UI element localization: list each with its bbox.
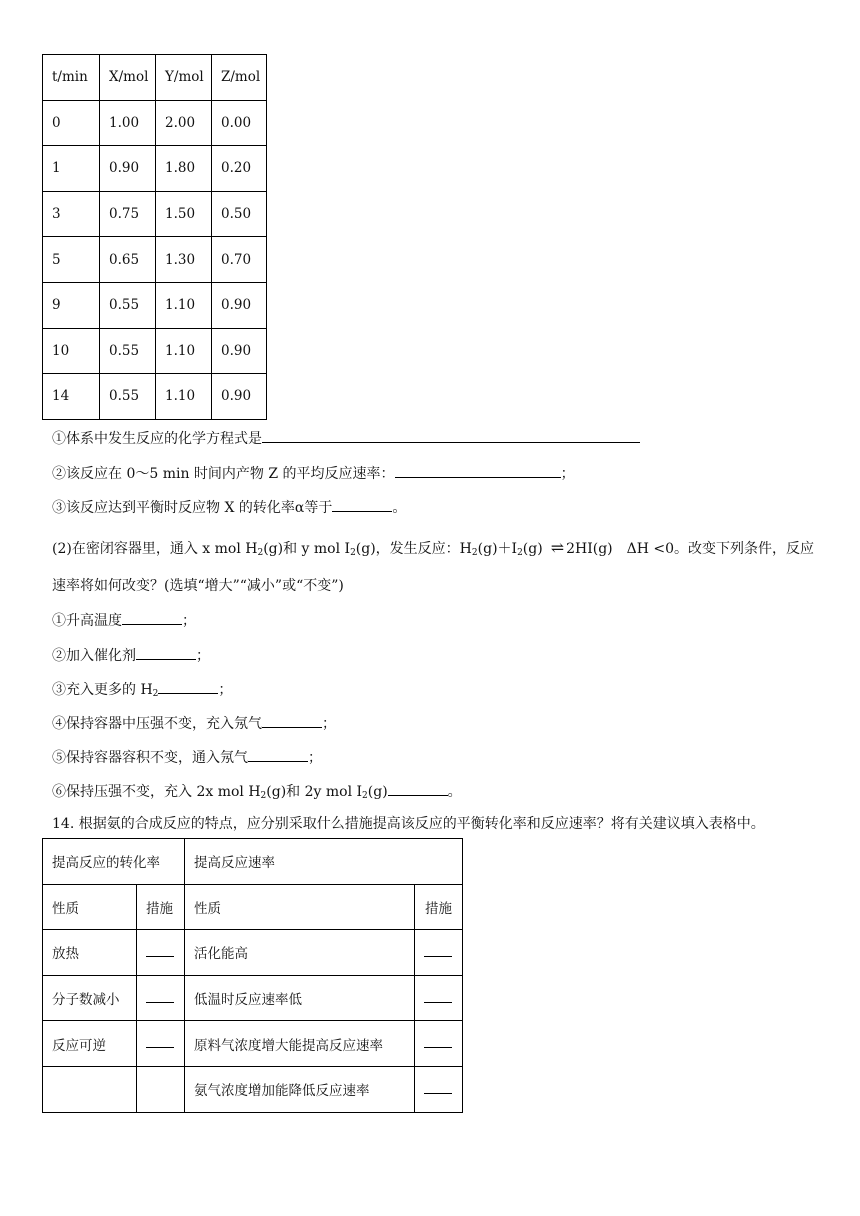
subscript: 2 bbox=[517, 548, 523, 558]
table-row bbox=[43, 374, 267, 420]
punctuation: ； bbox=[560, 466, 575, 482]
subscript: 2 bbox=[257, 548, 264, 558]
table-cell: 0.90 bbox=[100, 146, 156, 192]
question-text: (g)，发生反应：H bbox=[355, 541, 472, 557]
answer-blank[interactable] bbox=[424, 1081, 452, 1094]
question-text: (2)在密闭容器里，通入 x mol H bbox=[52, 541, 258, 557]
table-cell: 活化能高 bbox=[185, 930, 415, 976]
table-cell: 0.70 bbox=[212, 237, 267, 283]
answer-cell[interactable] bbox=[415, 930, 463, 976]
table-cell: 0.90 bbox=[212, 328, 267, 374]
question-2-line-2 bbox=[52, 575, 344, 595]
table-cell: 低温时反应速率低 bbox=[185, 975, 415, 1021]
header-cell: X/mol bbox=[100, 55, 156, 101]
empty-cell bbox=[137, 1066, 185, 1112]
condition-6 bbox=[52, 781, 462, 801]
header-cell: 措施 bbox=[137, 884, 185, 930]
question-14 bbox=[52, 813, 765, 833]
answer-cell[interactable] bbox=[415, 975, 463, 1021]
subscript: 2 bbox=[350, 548, 356, 558]
table-cell: 1.10 bbox=[156, 374, 212, 420]
condition-text: ③充入更多的 H bbox=[52, 682, 153, 698]
answer-blank[interactable] bbox=[262, 428, 640, 443]
table-cell: 0.55 bbox=[100, 282, 156, 328]
table-cell: 放热 bbox=[43, 930, 137, 976]
header-cell: 提高反应速率 bbox=[185, 839, 463, 885]
question-text: (g)和 y mol I bbox=[263, 541, 351, 557]
answer-blank[interactable] bbox=[395, 463, 561, 478]
table-row bbox=[43, 328, 267, 374]
punctuation: ； bbox=[182, 613, 196, 629]
table-cell: 2.00 bbox=[156, 100, 212, 146]
header-cell: 性质 bbox=[185, 884, 415, 930]
answer-blank[interactable] bbox=[248, 747, 308, 762]
answer-blank[interactable] bbox=[158, 679, 218, 694]
equilibrium-arrow-icon: ⇌ bbox=[550, 538, 565, 557]
header-cell: Y/mol bbox=[156, 55, 212, 101]
table-cell: 5 bbox=[43, 237, 100, 283]
question-2-intro bbox=[52, 538, 814, 558]
condition-text: ②加入催化剂 bbox=[52, 648, 136, 664]
table-cell: 9 bbox=[43, 282, 100, 328]
table-subheader-row bbox=[43, 884, 463, 930]
condition-text: (g)和 2y mol I bbox=[266, 784, 363, 800]
condition-4 bbox=[52, 713, 336, 733]
table-cell: 0.75 bbox=[100, 191, 156, 237]
table-row bbox=[43, 1021, 463, 1067]
punctuation: 。 bbox=[392, 500, 407, 516]
question-line-1 bbox=[52, 428, 640, 448]
condition-text: ⑤保持容器容积不变，通入氖气 bbox=[52, 750, 248, 766]
table-cell: 1.80 bbox=[156, 146, 212, 192]
answer-blank[interactable] bbox=[424, 944, 452, 957]
condition-text: ①升高温度 bbox=[52, 613, 122, 629]
table-row bbox=[43, 100, 267, 146]
condition-2 bbox=[52, 645, 210, 665]
subscript: 2 bbox=[152, 689, 159, 699]
table-header-row bbox=[43, 839, 463, 885]
answer-blank[interactable] bbox=[146, 1035, 174, 1048]
punctuation: ； bbox=[218, 682, 233, 698]
header-cell: 措施 bbox=[415, 884, 463, 930]
suggestion-table bbox=[42, 838, 463, 1113]
answer-cell[interactable] bbox=[137, 1021, 185, 1067]
condition-3 bbox=[52, 679, 232, 699]
table-row bbox=[43, 975, 463, 1021]
answer-blank[interactable] bbox=[332, 497, 392, 512]
answer-blank[interactable] bbox=[262, 713, 322, 728]
question-text: (g)＋I bbox=[477, 541, 518, 557]
header-cell: 提高反应的转化率 bbox=[43, 839, 185, 885]
table-cell: 0.00 bbox=[212, 100, 267, 146]
answer-blank[interactable] bbox=[146, 944, 174, 957]
table-cell: 0.90 bbox=[212, 374, 267, 420]
condition-text: ⑥保持压强不变，充入 2x mol H bbox=[52, 784, 261, 800]
table-cell: 0.90 bbox=[212, 282, 267, 328]
condition-text: ④保持容器中压强不变，充入氖气 bbox=[52, 716, 262, 732]
question-text: 速率将如何改变？(选填“增大”“减小”或“不变”) bbox=[52, 578, 344, 594]
table-row bbox=[43, 237, 267, 283]
answer-blank[interactable] bbox=[122, 610, 182, 625]
table-cell: 原料气浓度增大能提高反应速率 bbox=[185, 1021, 415, 1067]
answer-blank[interactable] bbox=[424, 990, 452, 1003]
subscript: 2 bbox=[471, 548, 478, 558]
table-row bbox=[43, 191, 267, 237]
punctuation: 。 bbox=[447, 784, 462, 800]
condition-1 bbox=[52, 610, 196, 630]
answer-cell[interactable] bbox=[415, 1021, 463, 1067]
answer-cell[interactable] bbox=[137, 975, 185, 1021]
header-cell: 性质 bbox=[43, 884, 137, 930]
question-line-2 bbox=[52, 463, 575, 483]
header-cell: t/min bbox=[43, 55, 100, 101]
punctuation: ； bbox=[322, 716, 336, 732]
header-cell: Z/mol bbox=[212, 55, 267, 101]
subscript: 2 bbox=[260, 791, 267, 801]
table-cell bbox=[43, 1066, 137, 1112]
table-cell: 1 bbox=[43, 146, 100, 192]
table-row bbox=[43, 930, 463, 976]
answer-blank[interactable] bbox=[388, 781, 448, 796]
question-text: ①体系中发生反应的化学方程式是 bbox=[52, 431, 262, 447]
question-text: (g) bbox=[522, 541, 543, 557]
table-cell: 1.10 bbox=[156, 328, 212, 374]
question-line-3 bbox=[52, 497, 406, 517]
table-cell: 0.55 bbox=[100, 374, 156, 420]
question-text: 2HI(g) ΔH <0。改变下列条件，反应 bbox=[566, 541, 815, 557]
answer-blank[interactable] bbox=[146, 990, 174, 1003]
answer-cell[interactable] bbox=[415, 1066, 463, 1112]
question-text: ②该反应在 0～5 min 时间内产物 Z 的平均反应速率： bbox=[52, 466, 395, 482]
table-cell: 0.65 bbox=[100, 237, 156, 283]
question-text: 14. 根据氨的合成反应的特点，应分别采取什么措施提高该反应的平衡转化率和反应速率？将有关建议填入表格中。 bbox=[52, 816, 765, 832]
table-cell: 1.00 bbox=[100, 100, 156, 146]
answer-blank[interactable] bbox=[424, 1035, 452, 1048]
table-cell: 0.20 bbox=[212, 146, 267, 192]
data-table bbox=[42, 54, 267, 420]
table-row bbox=[43, 1066, 463, 1112]
table-cell: 0.55 bbox=[100, 328, 156, 374]
table-cell: 0 bbox=[43, 100, 100, 146]
table-cell: 分子数减小 bbox=[43, 975, 137, 1021]
table-cell: 1.50 bbox=[156, 191, 212, 237]
condition-5 bbox=[52, 747, 322, 767]
answer-cell[interactable] bbox=[137, 930, 185, 976]
condition-text: (g) bbox=[367, 784, 388, 800]
table-header-row bbox=[43, 55, 267, 101]
table-cell: 1.30 bbox=[156, 237, 212, 283]
table-cell: 1.10 bbox=[156, 282, 212, 328]
punctuation: ； bbox=[196, 648, 210, 664]
question-text: ③该反应达到平衡时反应物 X 的转化率α等于 bbox=[52, 500, 333, 516]
table-cell: 反应可逆 bbox=[43, 1021, 137, 1067]
table-row bbox=[43, 146, 267, 192]
subscript: 2 bbox=[362, 791, 368, 801]
punctuation: ； bbox=[308, 750, 322, 766]
table-cell: 0.50 bbox=[212, 191, 267, 237]
table-row bbox=[43, 282, 267, 328]
answer-blank[interactable] bbox=[136, 645, 196, 660]
table-cell: 氨气浓度增加能降低反应速率 bbox=[185, 1066, 415, 1112]
table-cell: 10 bbox=[43, 328, 100, 374]
table-cell: 14 bbox=[43, 374, 100, 420]
table-cell: 3 bbox=[43, 191, 100, 237]
